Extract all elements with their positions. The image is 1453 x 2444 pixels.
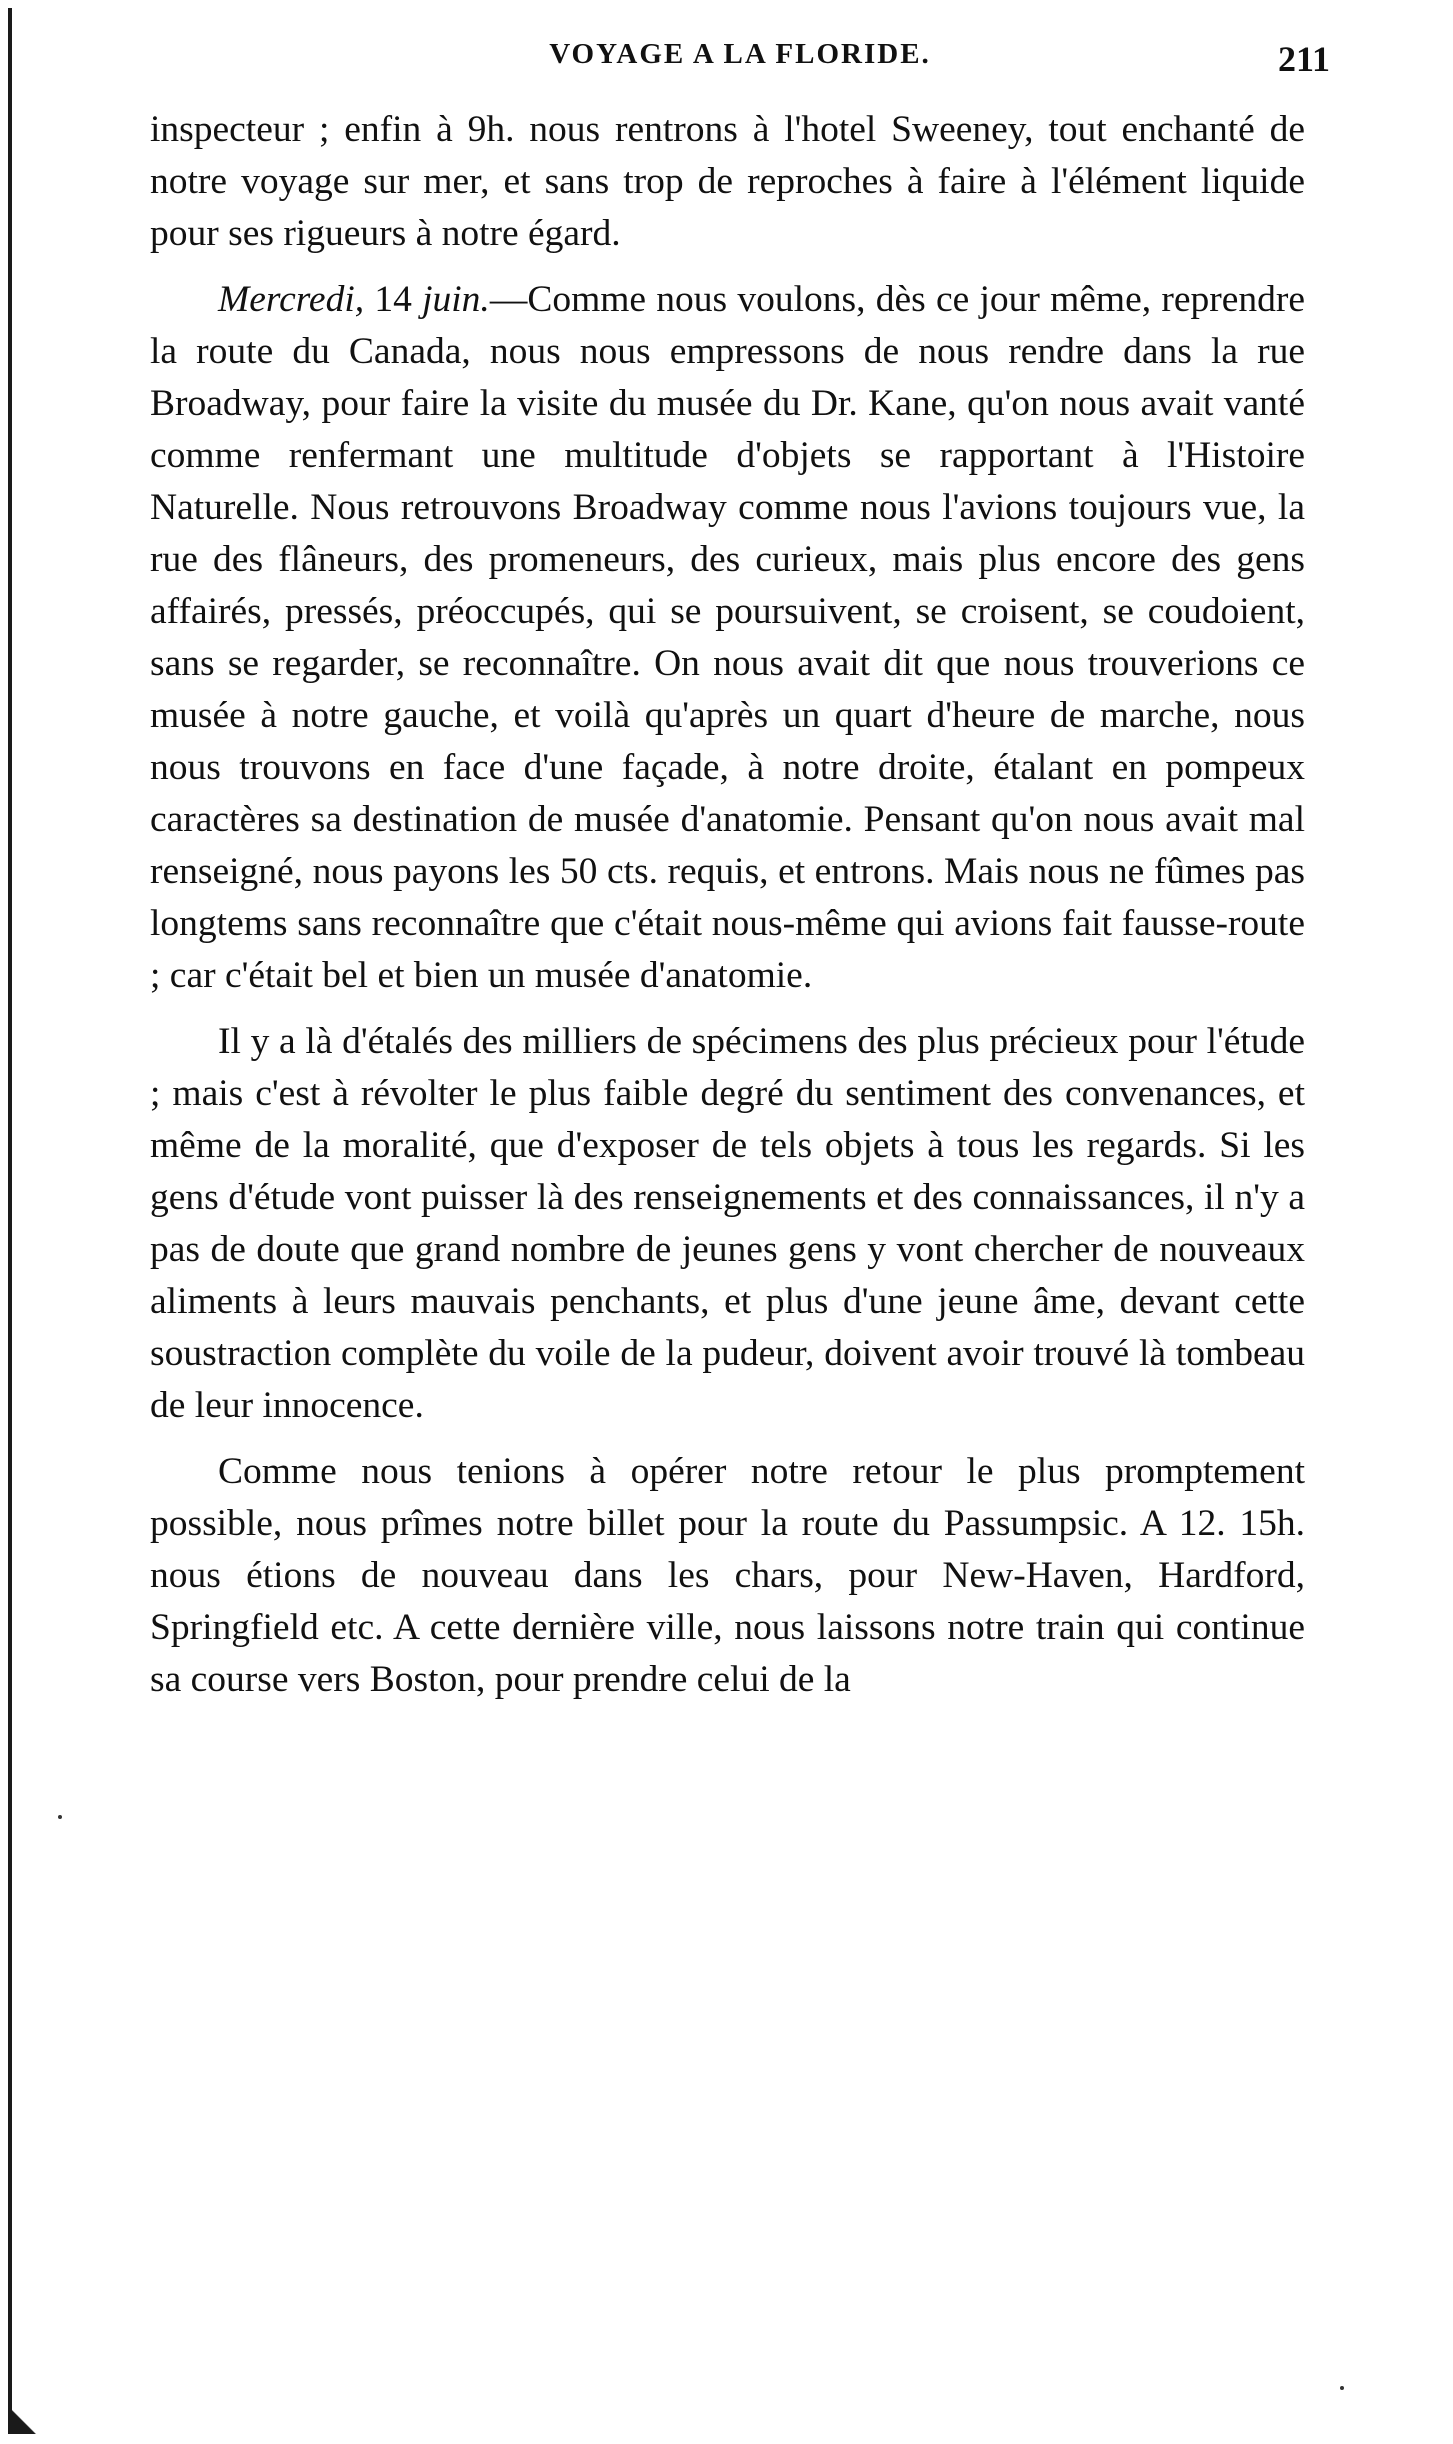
page-number: 211: [1277, 39, 1330, 79]
paragraph-return: Comme nous tenions à opérer notre retour le plus promptement possible, nous prîmes notre billet pour la route du Passumpsic. A 12. 15h. nous étions de nouveau dans les chars, pour New-Haven, Hardford, Springfield etc. A cette dernière ville, nous laissons notre train qui continue sa course vers Boston, pour prendre celui de la: [150, 1451, 1305, 1700]
paragraph-continuation: inspecteur ; enfin à 9h. nous rentrons à l'hotel Sweeney, tout enchanté de notre voyage sur mer, et sans trop de reproches à faire à l'élément liquide pour ses rigueurs à notre égard.: [150, 109, 1305, 254]
page-spine-corner: [8, 2400, 42, 2434]
page-spine-edge: [8, 8, 12, 2428]
date-number: 14: [374, 279, 412, 320]
paragraph-museum: Il y a là d'étalés des milliers de spécimens des plus précieux pour l'étude ; mais c'est à révolter le plus faible degré du sentiment des convenances, et même de la moralité, que d'exposer de tels objets à tous les regards. Si les gens d'étude vont puisser là des renseignements et des connaissances, il n'y a pas de doute que grand nombre de jeunes gens y vont chercher de nouveaux aliments à leurs mauvais penchants, et plus d'une jeune âme, devant cette soustraction complète du voile de la pudeur, doivent avoir trouvé là tombeau de leur innocence.: [150, 1021, 1305, 1426]
month-name: juin.: [422, 279, 490, 320]
running-head: [150, 38, 1330, 88]
body-text: [150, 104, 1305, 1706]
margin-speck: [1340, 2386, 1344, 2390]
paragraph-wednesday-text: —Comme nous voulons, dès ce jour même, reprendre la route du Canada, nous nous empressons de nous rendre dans la rue Broadway, pour faire la visite du musée du Dr. Kane, qu'on nous avait vanté comme renfermant une multitude d'objets se rapportant à l'Histoire Naturelle. Nous retrouvons Broadway comme nous l'avions toujours vue, la rue des flâneurs, des promeneurs, des curieux, mais plus encore des gens affairés, pressés, préoccupés, qui se poursuivent, se croisent, se coudoient, sans se regarder, se reconnaître. On nous avait dit que nous trouverions ce musée à notre gauche, et voilà qu'après un quart d'heure de marche, nous nous trouvons en face d'une façade, à notre droite, étalant en pompeux caractères sa destination de musée d'anatomie. Pensant qu'on nous avait mal renseigné, nous payons les 50 cts. requis, et entrons. Mais nous ne fûmes pas longtems sans reconnaître que c'était nous-même qui avions fait fausse-route ; car c'était bel et bien un musée d'anatomie.: [150, 279, 1305, 996]
margin-speck: [58, 1815, 62, 1819]
running-head-title: VOYAGE A LA FLORIDE.: [549, 38, 931, 70]
day-name: Mercredi,: [218, 279, 365, 320]
paragraph-wednesday: [150, 274, 1305, 1002]
